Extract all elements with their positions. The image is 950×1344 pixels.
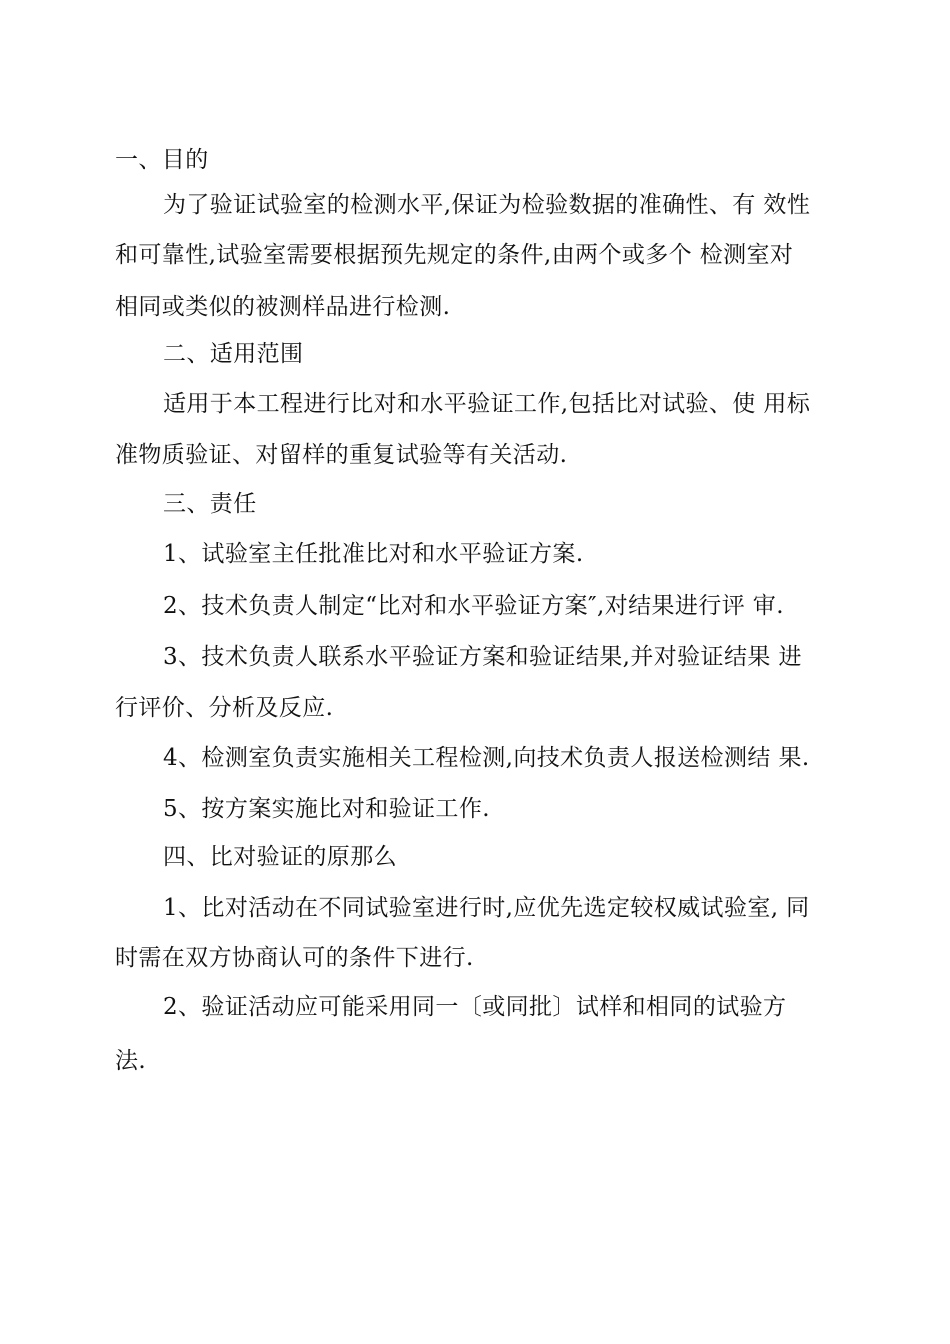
list-item-continuation: 行评价、分析及反应. — [115, 695, 334, 721]
paragraph-line: 准物质验证、对留样的重复试验等有关活动. — [115, 442, 568, 468]
section-heading-principles: 四、比对验证的原那么 — [163, 844, 397, 870]
list-item-continuation: 法. — [115, 1048, 147, 1074]
paragraph-line: 为了验证试验室的检测水平,保证为检验数据的准确性、有 效性 — [163, 192, 811, 218]
list-item: 1、试验室主任批准比对和水平验证方案. — [163, 541, 584, 567]
list-item: 4、检测室负责实施相关工程检测,向技术负责人报送检测结 果. — [163, 745, 810, 771]
list-item: 3、技术负责人联系水平验证方案和验证结果,并对验证结果 进 — [163, 644, 802, 670]
section-heading-scope: 二、适用范围 — [163, 341, 304, 367]
paragraph-line: 适用于本工程进行比对和水平验证工作,包括比对试验、使 用标 — [163, 391, 811, 417]
paragraph-line: 相同或类似的被测样品进行检测. — [115, 294, 451, 320]
list-item: 1、比对活动在不同试验室进行时,应优先选定较权威试验室, 同 — [163, 895, 810, 921]
list-item: 2、验证活动应可能采用同一〔或同批〕试样和相同的试验方 — [163, 994, 787, 1020]
list-item-continuation: 时需在双方协商认可的条件下进行. — [115, 945, 474, 971]
paragraph-line: 和可靠性,试验室需要根据预先规定的条件,由两个或多个 检测室对 — [115, 242, 794, 268]
section-heading-purpose: 一、目的 — [115, 147, 209, 173]
section-heading-responsibility: 三、责任 — [163, 491, 257, 517]
list-item: 2、技术负责人制定“比对和水平验证方案″,对结果进行评 审. — [163, 593, 784, 619]
list-item: 5、按方案实施比对和验证工作. — [163, 796, 490, 822]
